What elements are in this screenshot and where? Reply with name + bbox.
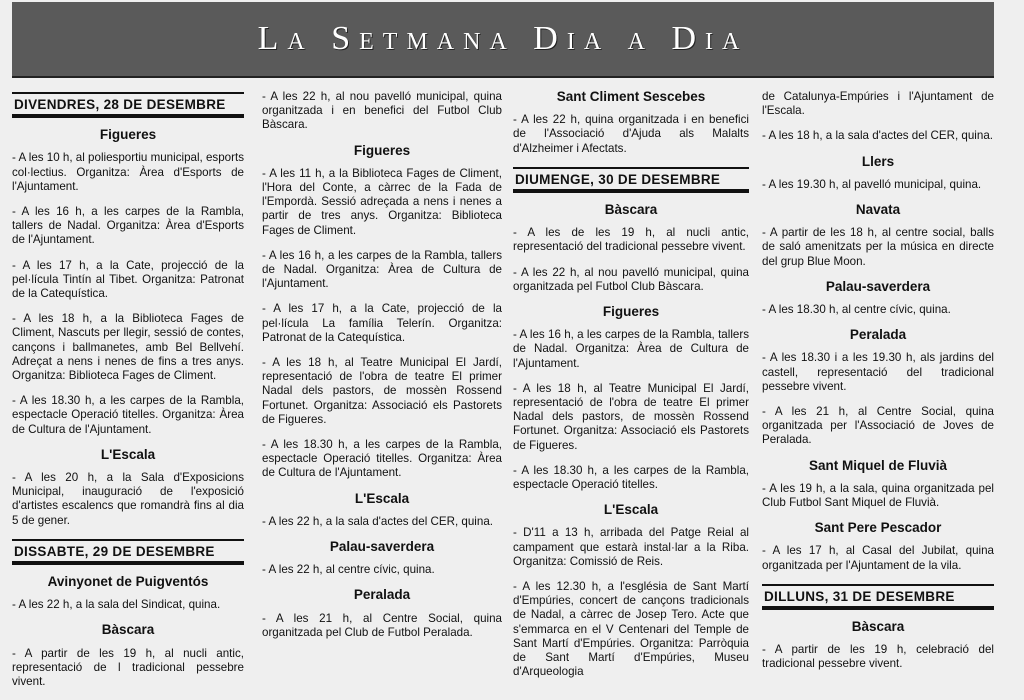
event-entry: - A les 18.30 h, a les carpes de la Rambla, espectacle Operació titelles. [513, 463, 749, 492]
event-entry: - A les 21 h, al Centre Social, quina organitzada pel Club de Futbol Peralada. [262, 611, 502, 639]
page-title: La Setmana Dia a Dia [257, 20, 749, 57]
event-entry: - A partir de les 18 h, al centre social, balls de saló amenitzats per la música en directe del grup Blue Moon. [762, 226, 994, 268]
location-heading: Peralada [849, 327, 907, 343]
event-entry: - A les 18.30 i a les 19.30 h, als jardins del castell, representació del tradicional pessebre vivent. [762, 351, 994, 393]
event-entry: - A les 12.30 h, a l'església de Sant Martí d'Empúries, concert de cançons tradicionals de Nadal, a càrrec de Josep Tero. Acte que s'emmarca en el V Centenari del Temple de Sant Martí d'Empúries. Organitza: Parròquia de Sant Martí d'Empúries, Museu d'Arqueologia [513, 580, 749, 679]
day-heading: DISSABTE, 29 DE DESEMBRE [12, 539, 244, 565]
location-heading: Peralada [353, 587, 411, 603]
event-entry: - A les 18 h, al Teatre Municipal El Jardí, representació de l'obra de teatre El primer Nadal dels pastors, de mossèn Rossend Fortunet. Organitza: Associació els Pastorets de Figueres. [262, 356, 502, 426]
event-entry: - A les 22 h, al centre cívic, quina. [262, 563, 435, 577]
event-entry: - D'11 a 13 h, arribada del Patge Reial al campament que estarà instal·lar a la Riba. Organitza: Comissió de Reis. [513, 526, 749, 568]
day-heading: DIUMENGE, 30 DE DESEMBRE [513, 167, 749, 193]
event-entry: - A les 17 h, a la Cate, projecció de la pel·lícula La família Telerín. Organitza: Patronat de la Catequística. [262, 302, 502, 344]
event-entry: - A les 18.30 h, a les carpes de la Rambla, espectacle Operació titelles. Organitza: Àrea de Cultura de l'Ajuntament. [262, 438, 502, 480]
event-entry: - A les 17 h, al Casal del Jubilat, quina organitzada per l'Ajuntament de la vila. [762, 544, 994, 572]
event-entry: - A les 21 h, al Centre Social, quina organitzada per l'Associació de Joves de Peralada. [762, 405, 994, 447]
event-entry: - A les 22 h, al nou pavelló municipal, quina organitzada pel Futbol Club Bàscara. [513, 265, 749, 293]
header-banner [12, 2, 994, 78]
column-3 [513, 90, 749, 691]
event-entry: - A partir de les 19 h, celebració del tradicional pessebre vivent. [762, 643, 994, 671]
location-heading: Navata [855, 202, 901, 218]
location-heading: Bàscara [604, 202, 658, 218]
event-entry: - A les 18 h, a la sala d'actes del CER, quina. [762, 129, 994, 143]
event-entry: - A les 18.30 h, a les carpes de la Rambla, espectacle Operació titelles. Organitza: Àrea de Cultura de l'Ajuntament. [12, 394, 244, 436]
location-heading: Bàscara [851, 619, 905, 635]
location-heading: Llers [861, 153, 895, 169]
event-entry: - A les 22 h, quina organitzada i en benefici de l'Associació d'Ajuda als Malalts d'Alzheimer i Afectats. [513, 113, 749, 155]
column-2 [262, 90, 502, 651]
event-entry: - A les de les 19 h, al nucli antic, representació del tradicional pessebre vivent. [513, 226, 749, 254]
event-entry: - A les 11 h, a la Biblioteca Fages de Climent, l'Hora del Conte, a càrrec de la Fada de l'Empordà. Sessió adreçada a nens i nenes a partir de tres anys. Organitza: Biblioteca Fages de Climent. [262, 166, 502, 237]
day-heading: DIVENDRES, 28 DE DESEMBRE [12, 92, 244, 118]
event-entry: - A les 16 h, a les carpes de la Rambla, tallers de Nadal. Organitza: Àrea de Cultura de l'Ajuntament. [262, 248, 502, 291]
location-heading: Sant Climent Sescebes [556, 89, 706, 104]
event-entry: - A les 10 h, al poliesportiu municipal, esports col·lectius. Organitza: Àrea d'Esports de l'Ajuntament. [12, 151, 244, 193]
event-entry: - A les 18 h, a la Biblioteca Fages de Climent, Nascuts per llegir, sessió de contes, cançons i ballmanetes, amb Bel Bellvehí. Adreçat a nens i nenes de fins a tres anys. Organitza: Biblioteca Fages de Climent. [12, 312, 244, 383]
event-entry: - A les 18.30 h, al centre cívic, quina. [762, 303, 951, 317]
event-entry: - A les 18 h, al Teatre Municipal El Jardí, representació de l'obra de teatre El primer Nadal dels pastors, de mossèn Rossend Fortunet. Organitza: Associació els Pastorets de Figueres. [513, 381, 749, 452]
location-heading: Palau-saverdera [825, 278, 931, 294]
location-heading: L'Escala [603, 502, 659, 518]
event-entry: - A les 16 h, a les carpes de la Rambla, tallers de Nadal. Organitza: Àrea d'Esports de l'Ajuntament. [12, 205, 244, 247]
event-entry: - A les 17 h, a la Cate, projecció de la pel·lícula Tintín al Tibet. Organitza: Patronat de la Catequística. [12, 258, 244, 301]
location-heading: Avinyonet de Puigventós [47, 574, 209, 590]
location-heading: L'Escala [100, 446, 156, 462]
location-heading: Sant Miquel de Fluvià [808, 457, 948, 473]
event-entry: - A les 19.30 h, al pavelló municipal, quina. [762, 177, 982, 191]
event-entry: - A partir de les 19 h, al nucli antic, representació de l tradicional pessebre vivent. [12, 646, 244, 689]
event-entry: - A les 22 h, al nou pavelló municipal, quina organitzada i en benefici del Futbol Club Bàscara. [262, 90, 502, 132]
event-entry: - A les 19 h, a la sala, quina organitzada pel Club Futbol Sant Miquel de Fluvià. [762, 481, 994, 510]
event-entry: de Catalunya-Empúries i l'Ajuntament de l'Escala. [762, 90, 994, 118]
event-entry: - A les 20 h, a la Sala d'Exposicions Municipal, inauguració de l'exposició d'artistes escalencs que romandrà fins al dia 5 de gener. [12, 471, 244, 527]
column-4 [762, 90, 994, 683]
location-heading: Bàscara [101, 622, 155, 638]
location-heading: Figueres [602, 304, 660, 320]
event-entry: - A les 22 h, a la sala del Sindicat, quina. [12, 598, 221, 612]
location-heading: Figueres [99, 127, 157, 143]
event-entry: - A les 16 h, a les carpes de la Rambla, tallers de Nadal. Organitza: Àrea de Cultura de l'Ajuntament. [513, 328, 749, 370]
location-heading: L'Escala [354, 490, 410, 506]
location-heading: Figueres [353, 142, 411, 158]
event-entry: - A les 22 h, a la sala d'actes del CER, quina. [262, 514, 494, 528]
day-heading: DILLUNS, 31 DE DESEMBRE [762, 584, 994, 610]
column-1 [12, 90, 244, 700]
location-heading: Sant Pere Pescador [814, 520, 942, 536]
location-heading: Palau-saverdera [329, 539, 435, 555]
